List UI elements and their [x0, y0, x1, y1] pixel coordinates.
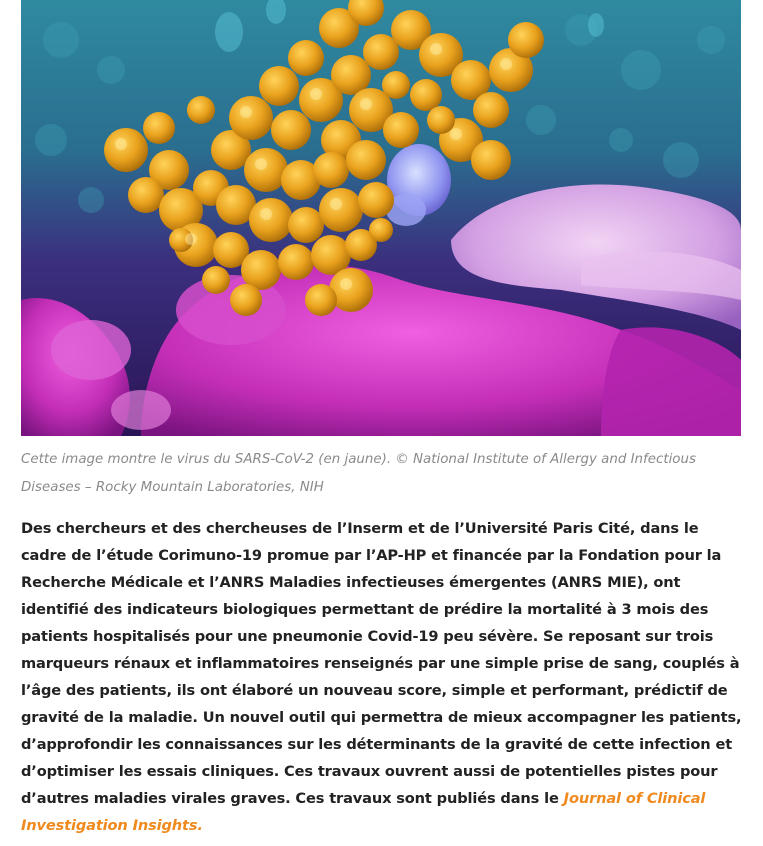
- lead-text: Des chercheurs et des chercheuses de l’Inserm et de l’Université Paris Cité, dans le cadre de l’étude Corimuno-19 promue par l’AP-HP et financée par la Fondation pour la Recherche Médicale et l’ANRS Maladies infectieuses émergentes (ANRS MIE), ont identifié des indicateurs biologiques permettant de prédire la mortalité à 3 mois des patients hospitalisés pour une pneumonie Covid-19 peu sévère. Se reposant sur trois marqueurs rénaux et inflammatoires renseignés par une simple prise de sang, couplés à l’âge des patients, ils ont élaboré un nouveau score, simple et performant, prédictif de gravité de la maladie. Un nouvel outil qui permettra de mieux accompagner les patients, d’approfondir les connaissances sur les déterminants de la gravité de cette infection et d’optimiser les essais cliniques. Ces travaux ouvrent aussi de potentielles pistes pour d’autres maladies virales graves. Ces travaux sont publiés dans le: [21, 520, 742, 807]
- sars-cov-2-micrograph: [21, 0, 741, 436]
- article-lead-paragraph: [21, 515, 743, 839]
- hero-image: [21, 0, 741, 436]
- journal-link[interactable]: Journal of Clinical Investigation Insights.: [21, 790, 706, 834]
- image-caption: Cette image montre le virus du SARS-CoV-2 (en jaune). © National Institute of Allergy and Infectious Diseases – Rocky Mountain Laboratories, NIH: [21, 452, 696, 495]
